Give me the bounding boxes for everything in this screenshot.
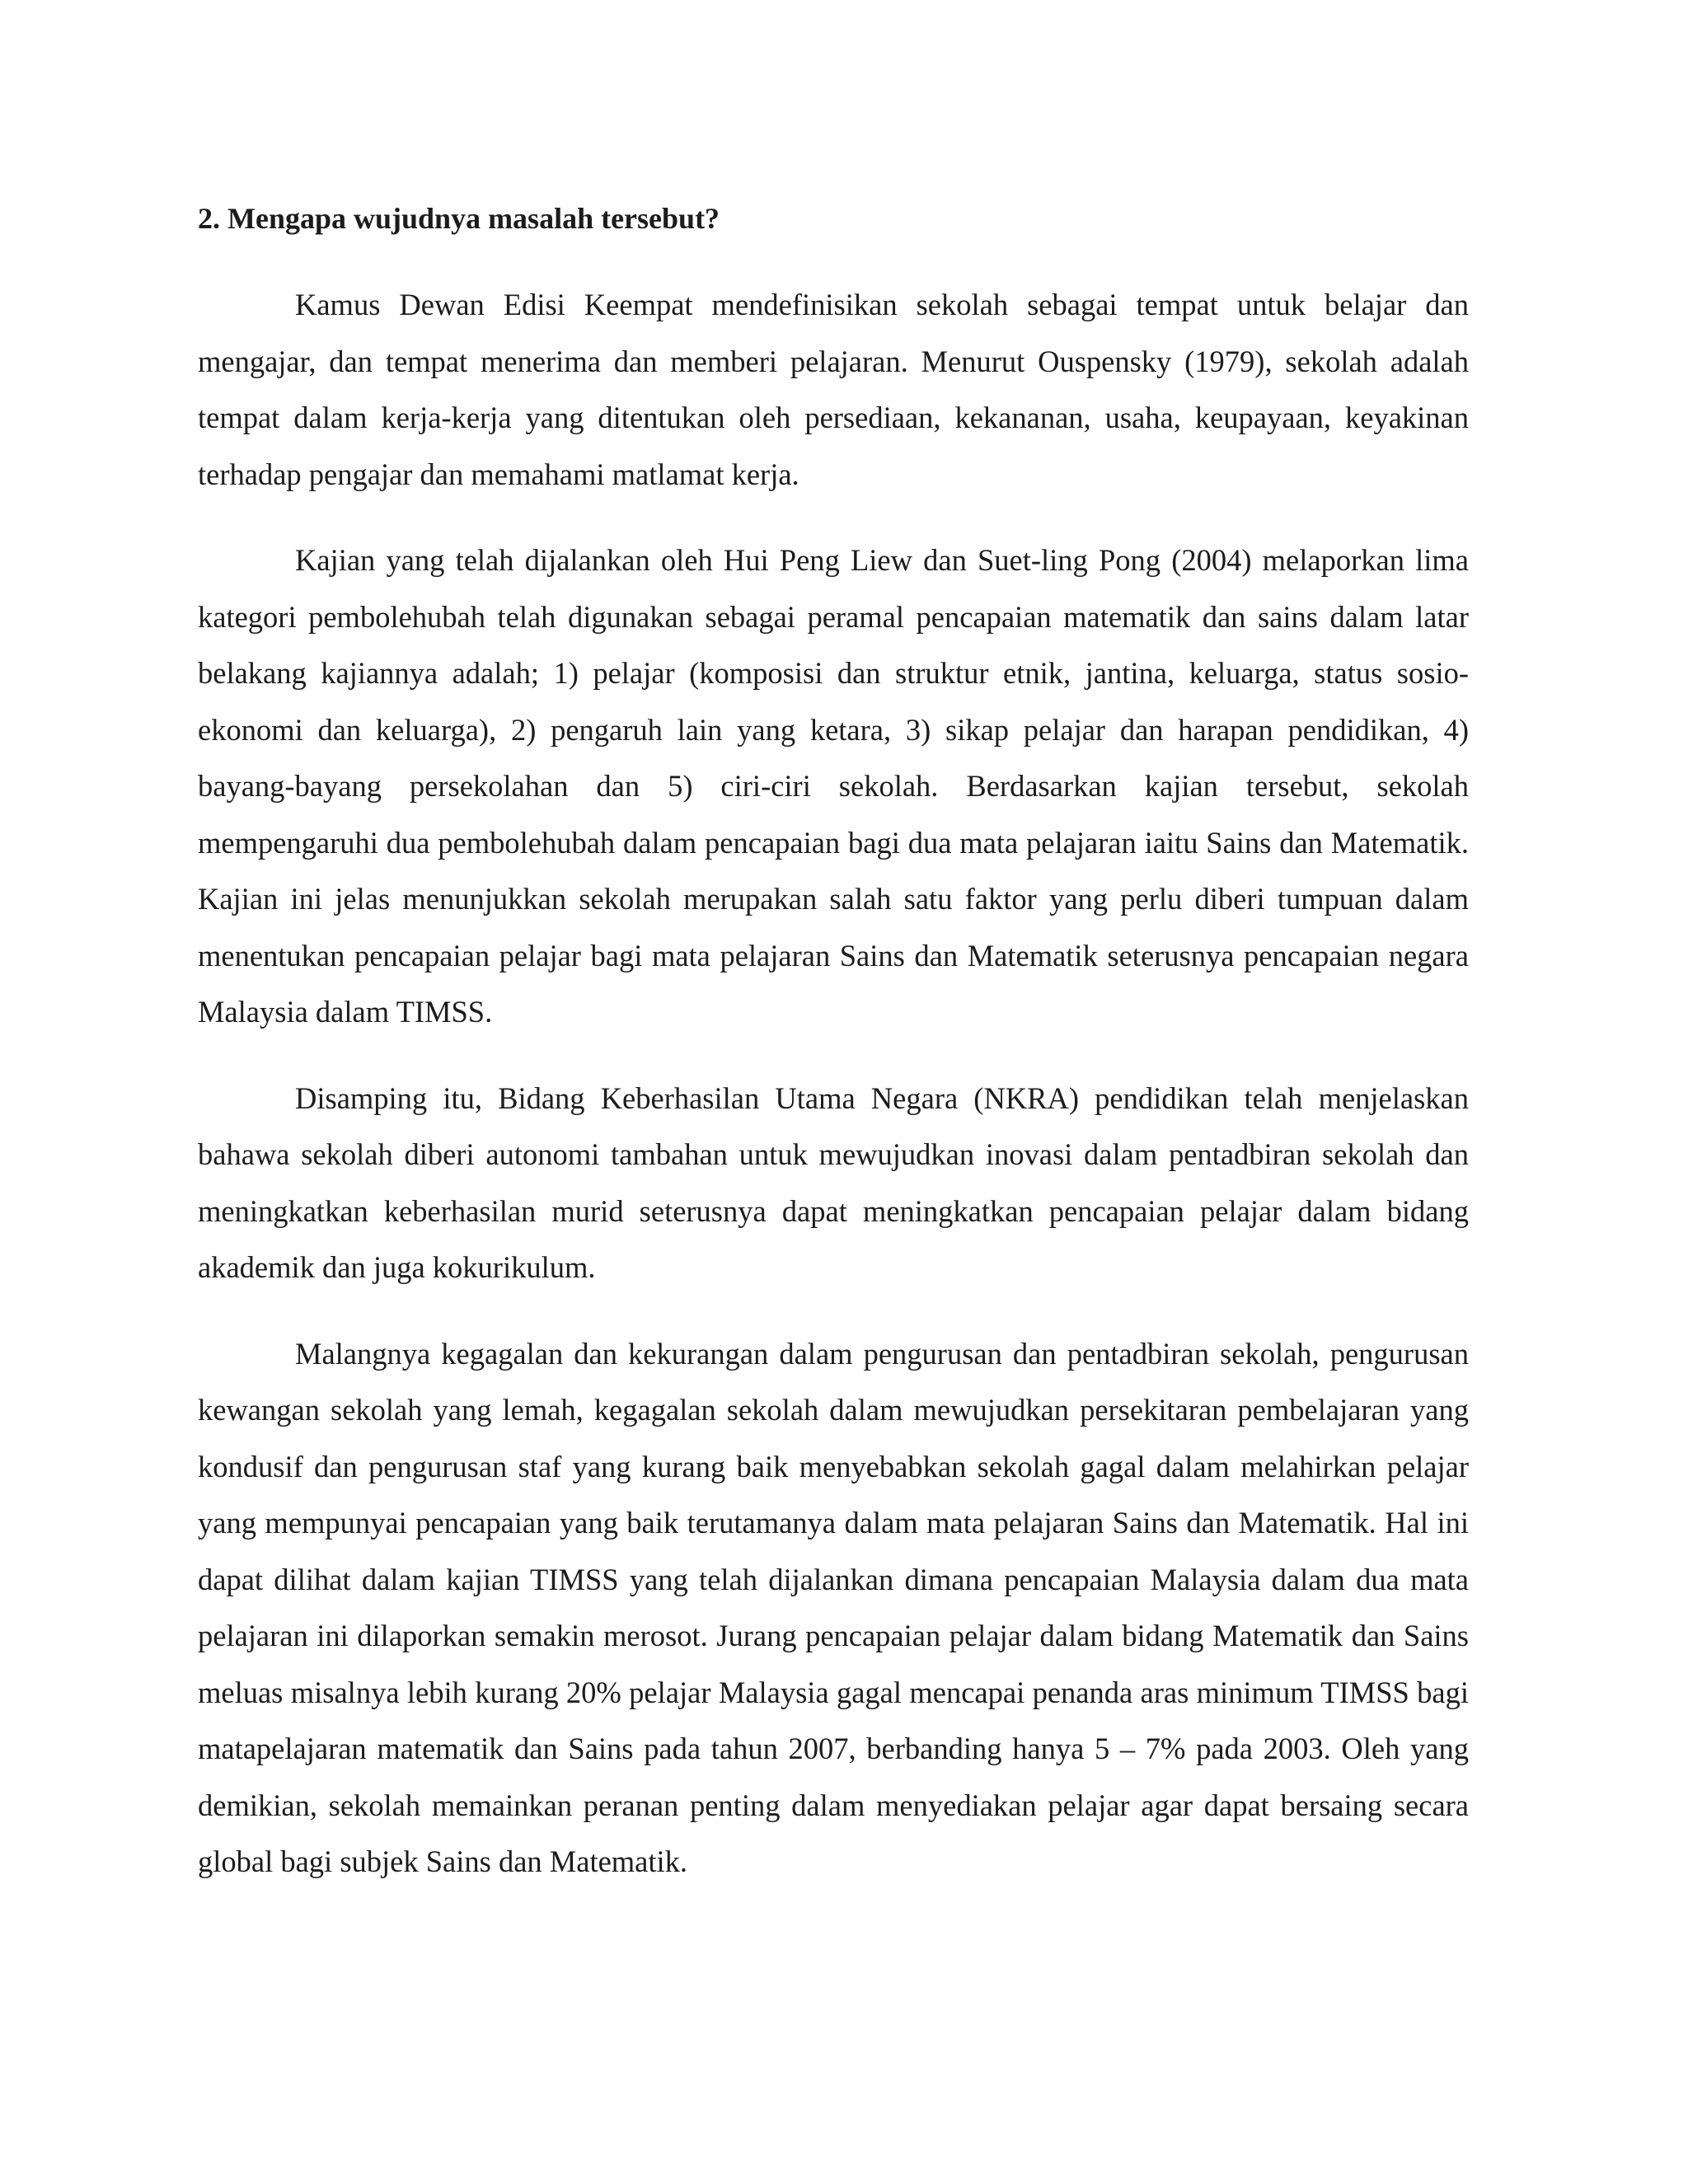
section-heading: 2. Mengapa wujudnya masalah tersebut? [198,202,720,235]
paragraph-study: Kajian yang telah dijalankan oleh Hui Peng Liew dan Suet-ling Pong (2004) melaporkan lima kategori pembolehubah telah digunakan sebagai peramal pencapaian matematik dan sains dalam latar belakang kajiannya adalah; 1) pelajar (komposisi dan struktur etnik, jantina, keluarga, status sosio-ekonomi dan keluarga), 2) pengaruh lain yang ketara, 3) sikap pelajar dan harapan pendidikan, 4) bayang-bayang persekolahan dan 5) ciri-ciri sekolah. Berdasarkan kajian tersebut, sekolah mempengaruhi dua pembolehubah dalam pencapaian bagi dua mata pelajaran iaitu Sains dan Matematik. Kajian ini jelas menunjukkan sekolah merupakan salah satu faktor yang perlu diberi tumpuan dalam menentukan pencapaian pelajar bagi mata pelajaran Sains dan Matematik seterusnya pencapaian negara Malaysia dalam TIMSS. [198,543,1469,1029]
document-page [198,196,1469,1920]
paragraph-definition: Kamus Dewan Edisi Keempat mendefinisikan sekolah sebagai tempat untuk belajar dan mengajar, dan tempat menerima dan memberi pelajaran. Menurut Ouspensky (1979), sekolah adalah tempat dalam kerja-kerja yang ditentukan oleh persediaan, kekananan, usaha, keupayaan, keyakinan terhadap pengajar dan memahami matlamat kerja. [198,288,1469,491]
paragraph-failure: Malangnya kegagalan dan kekurangan dalam pengurusan dan pentadbiran sekolah, pengurusan kewangan sekolah yang lemah, kegagalan sekolah dalam mewujudkan persekitaran pembelajaran yang kondusif dan pengurusan staf yang kurang baik menyebabkan sekolah gagal dalam melahirkan pelajar yang mempunyai pencapaian yang baik terutamanya dalam mata pelajaran Sains dan Matematik. Hal ini dapat dilihat dalam kajian TIMSS yang telah dijalankan dimana pencapaian Malaysia dalam dua mata pelajaran ini dilaporkan semakin merosot. Jurang pencapaian pelajar dalam bidang Matematik dan Sains meluas misalnya lebih kurang 20% pelajar Malaysia gagal mencapai penanda aras minimum TIMSS bagi matapelajaran matematik dan Sains pada tahun 2007, berbanding hanya 5 – 7% pada 2003. Oleh yang demikian, sekolah memainkan peranan penting dalam menyediakan pelajar agar dapat bersaing secara global bagi subjek Sains dan Matematik. [198,1336,1469,1878]
paragraph-nkra: Disamping itu, Bidang Keberhasilan Utama Negara (NKRA) pendidikan telah menjelaskan bahawa sekolah diberi autonomi tambahan untuk mewujudkan inovasi dalam pentadbiran sekolah dan meningkatkan keberhasilan murid seterusnya dapat meningkatkan pencapaian pelajar dalam bidang akademik dan juga kokurikulum. [198,1080,1469,1284]
